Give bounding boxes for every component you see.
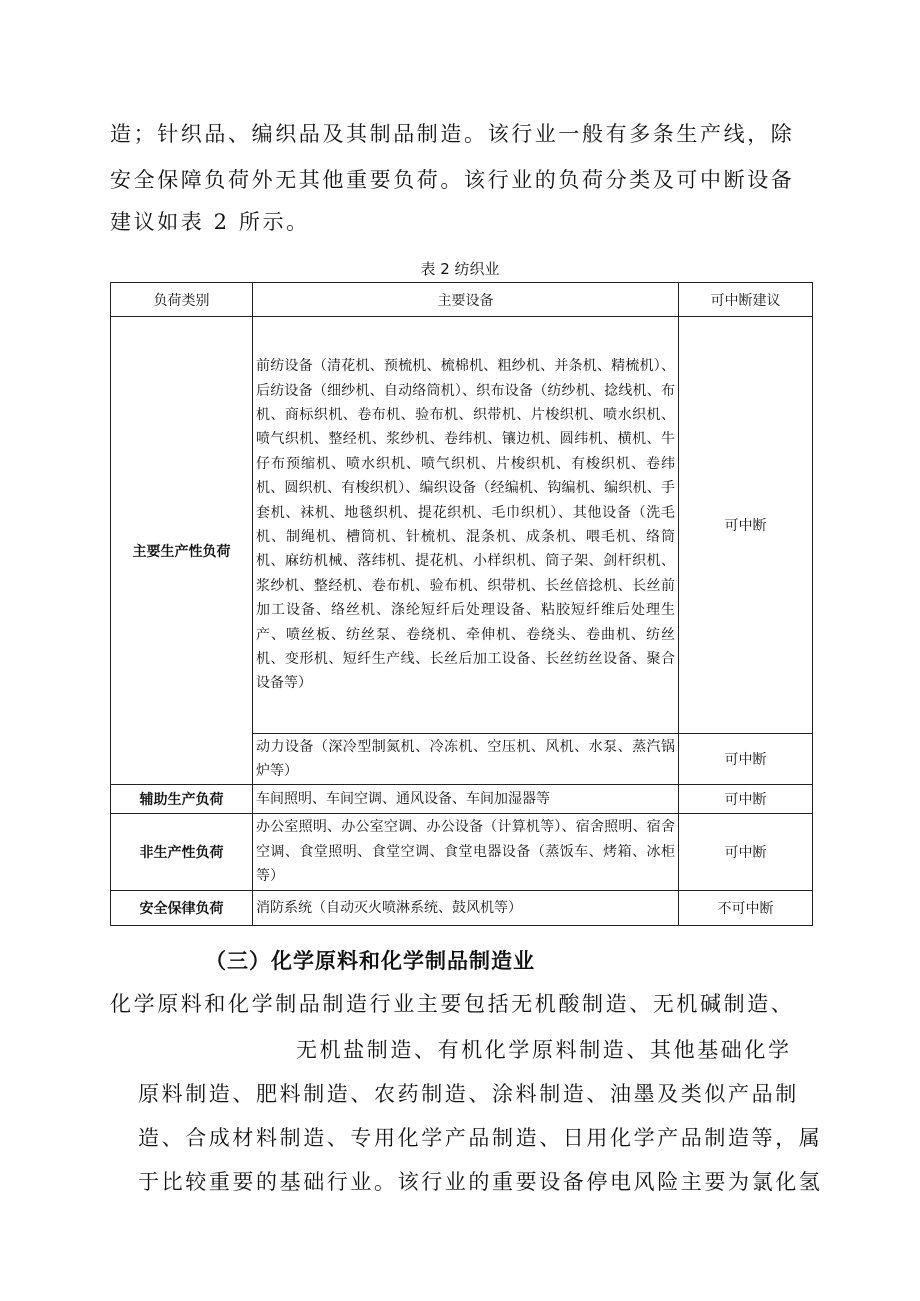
section-heading: （三）化学原料和化学制品制造业 xyxy=(205,948,535,973)
section-line-2: 无机盐制造、有机化学原料制造、其他基础化学 xyxy=(296,1038,792,1062)
section-line-3: 原料制造、肥料制造、农药制造、涂料制造、油墨及类似产品制 xyxy=(138,1082,799,1106)
row-advice: 不可中断 xyxy=(679,891,813,926)
row-devices: 办公室照明、办公室空调、办公设备（计算机等）、宿舍照明、宿舍空调、食堂照明、食堂空调、食堂电器设备（蒸饭车、烤箱、冰柜等） xyxy=(253,814,679,891)
section-line-1: 化学原料和化学制品制造行业主要包括无机酸制造、无机碱制造、 xyxy=(110,992,795,1016)
row-advice: 可中断 xyxy=(679,814,813,891)
intro-line-1: 造；针织品、编织品及其制品制造。该行业一般有多条生产线，除 xyxy=(110,122,795,146)
row-category: 主要生产性负荷 xyxy=(111,317,253,785)
row-devices: 前纺设备（清花机、预梳机、梳棉机、粗纱机、并条机、精梳机）、后纺设备（细纱机、自动络筒机）、织布设备（纺纱机、捻线机、布机、商标织机、卷布机、验布机、织带机、片梭织机、喷水织机、喷气织机、整经机、浆纱机、卷纬机、镶边机、圆纬机、横机、牛仔布预缩机、喷水织机、喷气织机、片梭织机、有梭织机、卷纬机、圆织机、有梭织机）、编织设备（经编机、钩编机、编织机、手套机、袜机、地毯织机、提花织机、毛巾织机）、其他设备（洗毛机、制绳机、槽筒机、针梳机、混条机、成条机、喂毛机、络筒机、麻纺机械、落纬机、提花机、小样织机、筒子架、剑杆织机、浆纱机、整经机、卷布机、验布机、织带机、长丝倍捻机、长丝前加工设备、络丝机、涤纶短纤后处理设备、粘胶短纤维后处理生产、喷丝板、纺丝泵、卷绕机、牵伸机、卷绕头、卷曲机、纺丝机、变形机、短纤生产线、长丝后加工设备、长丝纺丝设备、聚合设备等） xyxy=(253,317,679,734)
table-row xyxy=(111,891,813,926)
section-line-5: 于比较重要的基础行业。该行业的重要设备停电风险主要为氯化氢 xyxy=(138,1170,823,1194)
intro-line-3: 建议如表 2 所示。 xyxy=(110,210,310,234)
section-line-4: 造、合成材料制造、专用化学产品制造、日用化学产品制造等，属 xyxy=(138,1126,823,1150)
row-category: 辅助生产负荷 xyxy=(111,785,253,814)
row-category: 非生产性负荷 xyxy=(111,814,253,891)
row-advice: 可中断 xyxy=(679,734,813,785)
header-main-equipment: 主要设备 xyxy=(253,283,679,317)
row-advice: 可中断 xyxy=(679,317,813,734)
header-load-category: 负荷类别 xyxy=(111,283,253,317)
table-header-row xyxy=(111,283,813,317)
load-classification-table xyxy=(110,282,813,926)
row-devices: 车间照明、车间空调、通风设备、车间加湿器等 xyxy=(253,785,679,814)
row-devices: 动力设备（深冷型制氮机、冷冻机、空压机、风机、水泵、蒸汽锅炉等） xyxy=(253,734,679,785)
intro-line-2: 安全保障负荷外无其他重要负荷。该行业的负荷分类及可中断设备 xyxy=(110,168,795,192)
row-advice: 可中断 xyxy=(679,785,813,814)
row-devices: 消防系统（自动灭火喷淋系统、鼓风机等） xyxy=(253,891,679,926)
table-row xyxy=(111,317,813,734)
table-row xyxy=(111,785,813,814)
table-row xyxy=(111,814,813,891)
table-caption: 表 2 纺织业 xyxy=(420,260,500,278)
header-interruptible-advice: 可中断建议 xyxy=(679,283,813,317)
row-category: 安全保律负荷 xyxy=(111,891,253,926)
